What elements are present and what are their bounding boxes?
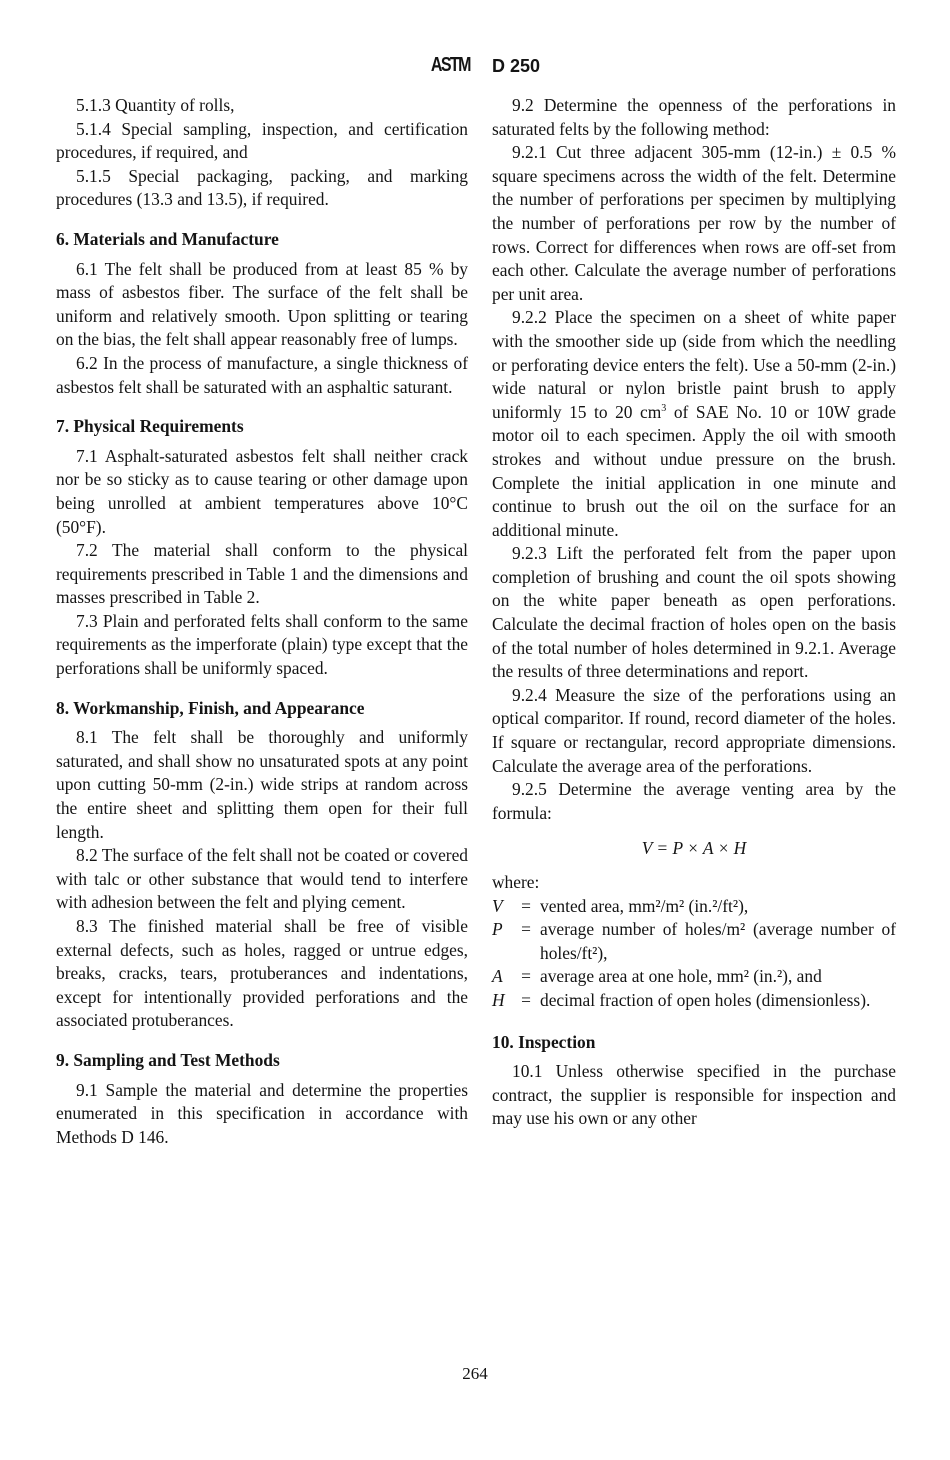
para-9-2-2 (492, 306, 896, 542)
definition-sym: P (492, 919, 503, 940)
section-10-heading: 10. Inspection (492, 1031, 596, 1052)
definition-eq: = (521, 919, 531, 940)
definition-row (492, 965, 896, 989)
definition-sym: H (492, 989, 505, 1010)
superscript-3: 3 (661, 402, 667, 414)
para-8-2: 8.2 The surface of the felt shall not be coated or covered with talc or other substance that would tend to interfere with adhesion between the felt and plying cement. (56, 845, 468, 913)
page-header (0, 50, 950, 84)
definition-row (492, 895, 896, 919)
para-6-1: 6.1 The felt shall be produced from at least 85 % by mass of asbestos fiber. The surface of the felt shall be uniform and relatively smooth. Upon splitting or tearing on the bias, the felt shall appear reasonably free of lumps. (56, 258, 468, 350)
section-6-heading: 6. Materials and Manufacture (56, 228, 279, 249)
para-9-2: 9.2 Determine the openness of the perforations in saturated felts by the following method: (492, 95, 896, 139)
where-label: where: (492, 872, 540, 892)
variable-definitions (492, 895, 896, 1013)
astm-logo: ASTM (430, 54, 470, 76)
right-column (492, 94, 896, 1131)
definition-row (492, 918, 896, 965)
para-8-1: 8.1 The felt shall be thoroughly and uniformly saturated, and shall show no unsaturated spots at any point upon cutting 50-mm (2-in.) wide strips at random across the entire sheet and splitting them open for their full length. (56, 727, 468, 842)
definition-sym: V (492, 895, 503, 916)
para-5-1-5: 5.1.5 Special packaging, packing, and marking procedures (13.3 and 13.5), if required. (56, 165, 468, 210)
para-9-2-3: 9.2.3 Lift the perforated felt from the paper upon completion of brushing and count the oil spots showing on the white paper beneath as open perforations. Calculate the decimal fraction of holes open on the basis of the total number of holes determined in 9.2.1. Average the results of three determinations and report. (492, 543, 896, 682)
definition-txt: decimal fraction of open holes (dimensionless). (540, 989, 871, 1010)
para-9-2-5: 9.2.5 Determine the average venting area by the formula: (492, 779, 896, 823)
document-id: D 250 (492, 56, 541, 76)
para-9-2-2-part2: of SAE No. 10 or 10W grade motor oil to each specimen. Apply the oil with smooth strokes and without undue pressure on the brush. Complete the initial application in one minute and continue to brush out the oil on the surface for an additional minute. (492, 401, 896, 540)
para-9-2-1: 9.2.1 Cut three adjacent 305-mm (12-in.) ± 0.5 % square specimens across the width of the felt. Determine the number of perforations per specimen by multiplying the number of perforations per row by the number of rows. Correct for differences when rows are off-set from each other. Calculate the average number of perforations per unit area. (492, 142, 896, 304)
definition-eq: = (521, 989, 531, 1010)
page-number: 264 (462, 1364, 488, 1383)
definition-txt: average area at one hole, mm² (in.²), and (540, 966, 822, 987)
para-9-1: 9.1 Sample the material and determine the properties enumerated in this specification in accordance with Methods D 146. (56, 1079, 468, 1147)
definition-txt: average number of holes/m² (average number of holes/ft²), (540, 919, 896, 963)
para-7-2: 7.2 The material shall conform to the physical requirements prescribed in Table 1 and the dimensions and masses prescribed in Table 2. (56, 540, 468, 608)
left-column (56, 94, 468, 1149)
para-10-1: 10.1 Unless otherwise specified in the purchase contract, the supplier is responsible for inspection and may use his own or any other (492, 1061, 896, 1129)
definition-eq: = (521, 966, 531, 987)
para-7-1: 7.1 Asphalt-saturated asbestos felt shall neither crack nor be so sticky as to cause tearing or other damage upon being unrolled at ambient temperatures above 10°C (50°F). (56, 445, 468, 537)
para-5-1-4: 5.1.4 Special sampling, inspection, and certification procedures, if required, and (56, 118, 468, 163)
para-6-2: 6.2 In the process of manufacture, a single thickness of asbestos felt shall be saturated with an asphaltic saturant. (56, 352, 468, 397)
para-7-3: 7.3 Plain and perforated felts shall conform to the same requirements as the imperforate (plain) type except that the perforations shall be uniformly spaced. (56, 610, 468, 679)
para-9-2-2-part1: 9.2.2 Place the specimen on a sheet of white paper with the smoother side up (side from which the needling or perforating device enters the felt). Use a 50-mm (2-in.) wide natural or nylon bristle paint brush to apply uniformly 15 to 20 cm (492, 307, 896, 422)
section-7-heading: 7. Physical Requirements (56, 416, 244, 437)
para-8-3: 8.3 The finished material shall be free of visible external defects, such as holes, ragged or untrue edges, breaks, cracks, tears, protuberances and indentations, except for intentionally provided perforations and the associated protuberances. (56, 916, 468, 1031)
definition-row (492, 989, 896, 1013)
definition-txt: vented area, mm²/m² (in.²/ft²), (540, 895, 749, 916)
section-9-heading: 9. Sampling and Test Methods (56, 1049, 280, 1070)
venting-area-formula: V = P × A × H (641, 838, 747, 859)
definition-eq: = (521, 895, 531, 916)
definition-sym: A (492, 966, 503, 987)
section-8-heading: 8. Workmanship, Finish, and Appearance (56, 697, 365, 718)
para-5-1-3: 5.1.3 Quantity of rolls, (76, 95, 235, 115)
para-9-2-4: 9.2.4 Measure the size of the perforations using an optical comparitor. If round, record diameter of the holes. If square or rectangular, record appropriate dimensions. Calculate the average area of the perforations. (492, 684, 896, 776)
